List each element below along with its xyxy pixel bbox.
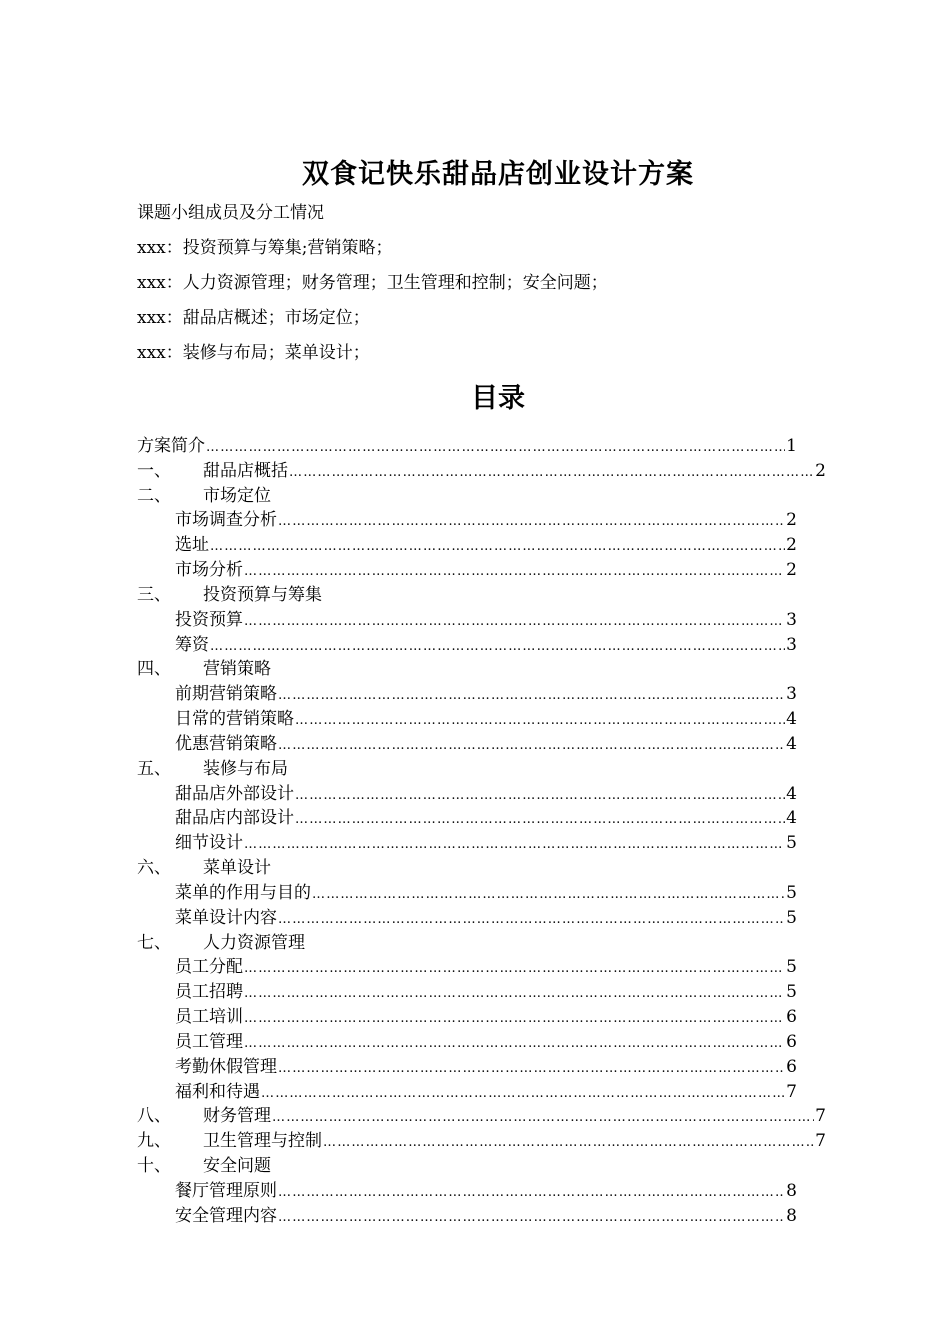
toc-entry[interactable] <box>137 806 837 831</box>
toc-entry-page: 6 <box>786 1007 797 1028</box>
toc-entry-label: 日常的营销策略 <box>175 707 295 732</box>
member-line: xxx：投资预算与筹集;营销策略； <box>137 238 393 258</box>
toc-entry[interactable] <box>137 1204 837 1229</box>
toc-entry-label: 营销策略 <box>203 657 272 682</box>
toc-entry-page: 2 <box>786 535 797 556</box>
toc-entry-page: 5 <box>786 882 797 903</box>
toc-entry-page: 5 <box>786 957 797 978</box>
toc-entry-label: 员工培训 <box>175 1005 244 1030</box>
toc-entry[interactable] <box>137 484 837 509</box>
toc-entry[interactable] <box>137 533 837 558</box>
toc-entry-label: 菜单设计 <box>203 856 272 881</box>
toc-leader-dots <box>210 635 785 660</box>
toc-entry-page: 2 <box>786 560 797 581</box>
toc-entry-page: 3 <box>786 684 797 705</box>
toc-entry-number: 一、 <box>137 460 171 481</box>
toc-leader-dots <box>261 1082 785 1107</box>
toc-entry-label: 筹资 <box>175 633 210 658</box>
toc-entry-page: 5 <box>786 982 797 1003</box>
toc-leader-dots <box>295 709 785 734</box>
toc-leader-dots <box>244 610 785 635</box>
toc-entry-label: 菜单设计内容 <box>175 906 278 931</box>
toc-entry[interactable] <box>137 1104 837 1129</box>
toc-entry-page: 2 <box>815 460 826 481</box>
toc-entry-page: 7 <box>815 1106 826 1127</box>
toc-leader-dots <box>278 510 785 535</box>
toc-entry-page: 4 <box>786 709 797 730</box>
toc-entry[interactable] <box>137 608 837 633</box>
toc-entry-number: 九、 <box>137 1131 171 1152</box>
toc-entry-page: 8 <box>786 1180 797 1201</box>
toc-entry-label: 福利和待遇 <box>175 1080 261 1105</box>
toc-entry[interactable] <box>137 1179 837 1204</box>
toc-entry-label: 菜单的作用与目的 <box>175 881 312 906</box>
toc-entry-label: 市场定位 <box>203 484 272 509</box>
document-title: 双食记快乐甜品店创业设计方案 <box>302 159 694 190</box>
toc-entry-number: 五、 <box>137 758 171 779</box>
toc-entry[interactable] <box>137 980 837 1005</box>
toc-entry-label: 选址 <box>175 533 210 558</box>
toc-entry[interactable] <box>137 732 837 757</box>
toc-entry[interactable] <box>137 757 837 782</box>
toc-entry-page: 7 <box>815 1131 826 1152</box>
toc-entry-label: 安全管理内容 <box>175 1204 278 1229</box>
toc-entry[interactable] <box>137 633 837 658</box>
toc-entry-label: 卫生管理与控制 <box>203 1129 323 1154</box>
member-line: xxx：装修与布局；菜单设计； <box>137 343 370 363</box>
toc-leader-dots <box>295 784 785 809</box>
toc-leader-dots <box>289 461 814 486</box>
toc-entry-page: 3 <box>786 634 797 655</box>
toc-entry-page: 7 <box>786 1081 797 1102</box>
members-subtitle: 课题小组成员及分工情况 <box>137 203 324 223</box>
toc-entry[interactable] <box>137 657 837 682</box>
toc-entry-page: 5 <box>786 907 797 928</box>
toc-leader-dots <box>278 1181 785 1206</box>
toc-entry-label: 甜品店外部设计 <box>175 782 295 807</box>
toc-leader-dots <box>278 1206 785 1231</box>
toc-entry-label: 财务管理 <box>203 1104 272 1129</box>
toc-leader-dots <box>244 833 785 858</box>
toc-entry[interactable] <box>137 1154 837 1179</box>
toc-entry-number: 十、 <box>137 1156 171 1177</box>
toc-entry-label: 细节设计 <box>175 831 244 856</box>
toc-entry[interactable] <box>137 707 837 732</box>
toc-entry-label: 市场调查分析 <box>175 508 278 533</box>
toc-leader-dots <box>272 1106 814 1131</box>
toc-entry-label: 投资预算 <box>175 608 244 633</box>
toc-entry[interactable] <box>137 459 837 484</box>
toc-leader-dots <box>210 535 785 560</box>
toc-entry[interactable] <box>137 931 837 956</box>
toc-leader-dots <box>206 436 785 461</box>
toc-entry[interactable] <box>137 1030 837 1055</box>
toc-entry[interactable] <box>137 558 837 583</box>
toc-entry-number: 二、 <box>137 485 171 506</box>
toc-entry-label: 投资预算与筹集 <box>203 583 323 608</box>
toc-entry[interactable] <box>137 434 837 459</box>
toc-leader-dots <box>278 1057 785 1082</box>
toc-entry-label: 甜品店概括 <box>203 459 289 484</box>
toc-entry-number: 四、 <box>137 659 171 680</box>
toc-entry-number: 六、 <box>137 858 171 879</box>
toc-leader-dots <box>278 734 785 759</box>
member-line: xxx：甜品店概述；市场定位； <box>137 308 370 328</box>
toc-entry[interactable] <box>137 1055 837 1080</box>
toc-entry-label: 优惠营销策略 <box>175 732 278 757</box>
toc-entry-label: 人力资源管理 <box>203 931 306 956</box>
toc-entry[interactable] <box>137 782 837 807</box>
toc-entry-label: 员工管理 <box>175 1030 244 1055</box>
table-of-contents <box>137 434 837 1229</box>
toc-entry[interactable] <box>137 1005 837 1030</box>
toc-entry-number: 三、 <box>137 584 171 605</box>
toc-entry[interactable] <box>137 955 837 980</box>
toc-leader-dots <box>295 808 785 833</box>
toc-entry-page: 6 <box>786 1056 797 1077</box>
toc-entry[interactable] <box>137 856 837 881</box>
toc-leader-dots <box>278 684 785 709</box>
toc-leader-dots <box>312 883 785 908</box>
toc-leader-dots <box>244 957 785 982</box>
toc-entry-page: 4 <box>786 808 797 829</box>
toc-leader-dots <box>244 560 785 585</box>
toc-entry[interactable] <box>137 1129 837 1154</box>
toc-entry-label: 安全问题 <box>203 1154 272 1179</box>
toc-heading: 目录 <box>471 383 525 414</box>
toc-entry-number: 八、 <box>137 1106 171 1127</box>
toc-entry[interactable] <box>137 881 837 906</box>
toc-entry-label: 方案简介 <box>137 434 206 459</box>
toc-leader-dots <box>323 1131 814 1156</box>
toc-leader-dots <box>244 982 785 1007</box>
toc-entry-label: 餐厅管理原则 <box>175 1179 278 1204</box>
toc-entry-page: 3 <box>786 609 797 630</box>
toc-leader-dots <box>244 1032 785 1057</box>
toc-entry-page: 2 <box>786 510 797 531</box>
toc-entry-label: 市场分析 <box>175 558 244 583</box>
toc-entry-page: 5 <box>786 833 797 854</box>
toc-entry-page: 4 <box>786 733 797 754</box>
toc-entry-page: 8 <box>786 1205 797 1226</box>
toc-entry-page: 1 <box>786 436 797 456</box>
toc-entry-label: 甜品店内部设计 <box>175 806 295 831</box>
toc-entry-page: 6 <box>786 1031 797 1052</box>
toc-leader-dots <box>278 908 785 933</box>
member-line: xxx：人力资源管理；财务管理；卫生管理和控制；安全问题； <box>137 273 608 293</box>
toc-entry-label: 员工分配 <box>175 955 244 980</box>
toc-entry[interactable] <box>137 831 837 856</box>
toc-entry-number: 七、 <box>137 932 171 953</box>
toc-entry[interactable] <box>137 906 837 931</box>
toc-entry[interactable] <box>137 508 837 533</box>
toc-entry[interactable] <box>137 583 837 608</box>
toc-entry[interactable] <box>137 682 837 707</box>
toc-entry-page: 4 <box>786 783 797 804</box>
toc-entry-label: 装修与布局 <box>203 757 289 782</box>
toc-entry[interactable] <box>137 1080 837 1105</box>
toc-entry-label: 前期营销策略 <box>175 682 278 707</box>
toc-entry-label: 员工招聘 <box>175 980 244 1005</box>
toc-entry-label: 考勤休假管理 <box>175 1055 278 1080</box>
toc-leader-dots <box>244 1007 785 1032</box>
